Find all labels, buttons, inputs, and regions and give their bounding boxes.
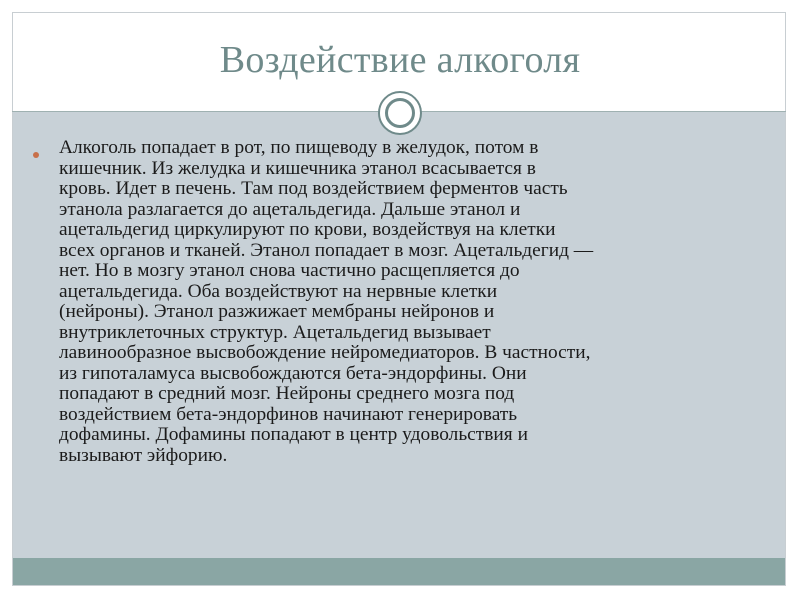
body-line: воздействием бета-эндорфинов начинают генерировать [59,403,518,425]
double-circle-ornament-icon [378,91,422,135]
body-line: (нейроны). Этанол разжижает мембраны нейронов и [59,301,495,322]
body-line: кишечник. Из желудка и кишечника этанол всасывается в [59,157,536,179]
slide-title: Воздействие алкоголя [219,39,581,81]
body-line: внутриклеточных структур. Ацетальдегид вызывает [59,321,491,343]
body-line: нет. Но в мозгу этанол снова частично расщепляется до [59,260,520,281]
body-line: из гипоталамуса высвобождаются бета-эндорфины. Они [59,362,527,384]
body-line: всех органов и тканей. Этанол попадает в мозг. Ацетальдегид — [59,239,594,261]
body-line: лавинообразное высвобождение нейромедиаторов. В частности, [59,342,591,363]
body-line: Алкоголь попадает в рот, по пищеводу в желудок, потом в [59,137,539,158]
body-line: вызывают эйфорию. [59,444,228,466]
body-paragraph [59,138,771,466]
body-line: ацетальдегид циркулируют по крови, воздействуя на клетки [59,219,556,240]
body-line: этанола разлагается до ацетальдегида. Дальше этанол и [59,198,521,220]
body-line: дофамины. Дофамины попадают в центр удовольствия и [59,424,528,445]
body-line: кровь. Идет в печень. Там под воздействием ферментов часть [59,178,568,199]
body-line: ацетальдегида. Оба воздействуют на нервные клетки [59,280,498,302]
footer-band [13,558,785,585]
bullet-dot-icon [33,152,39,158]
body-line: попадают в средний мозг. Нейроны среднего мозга под [59,383,515,404]
